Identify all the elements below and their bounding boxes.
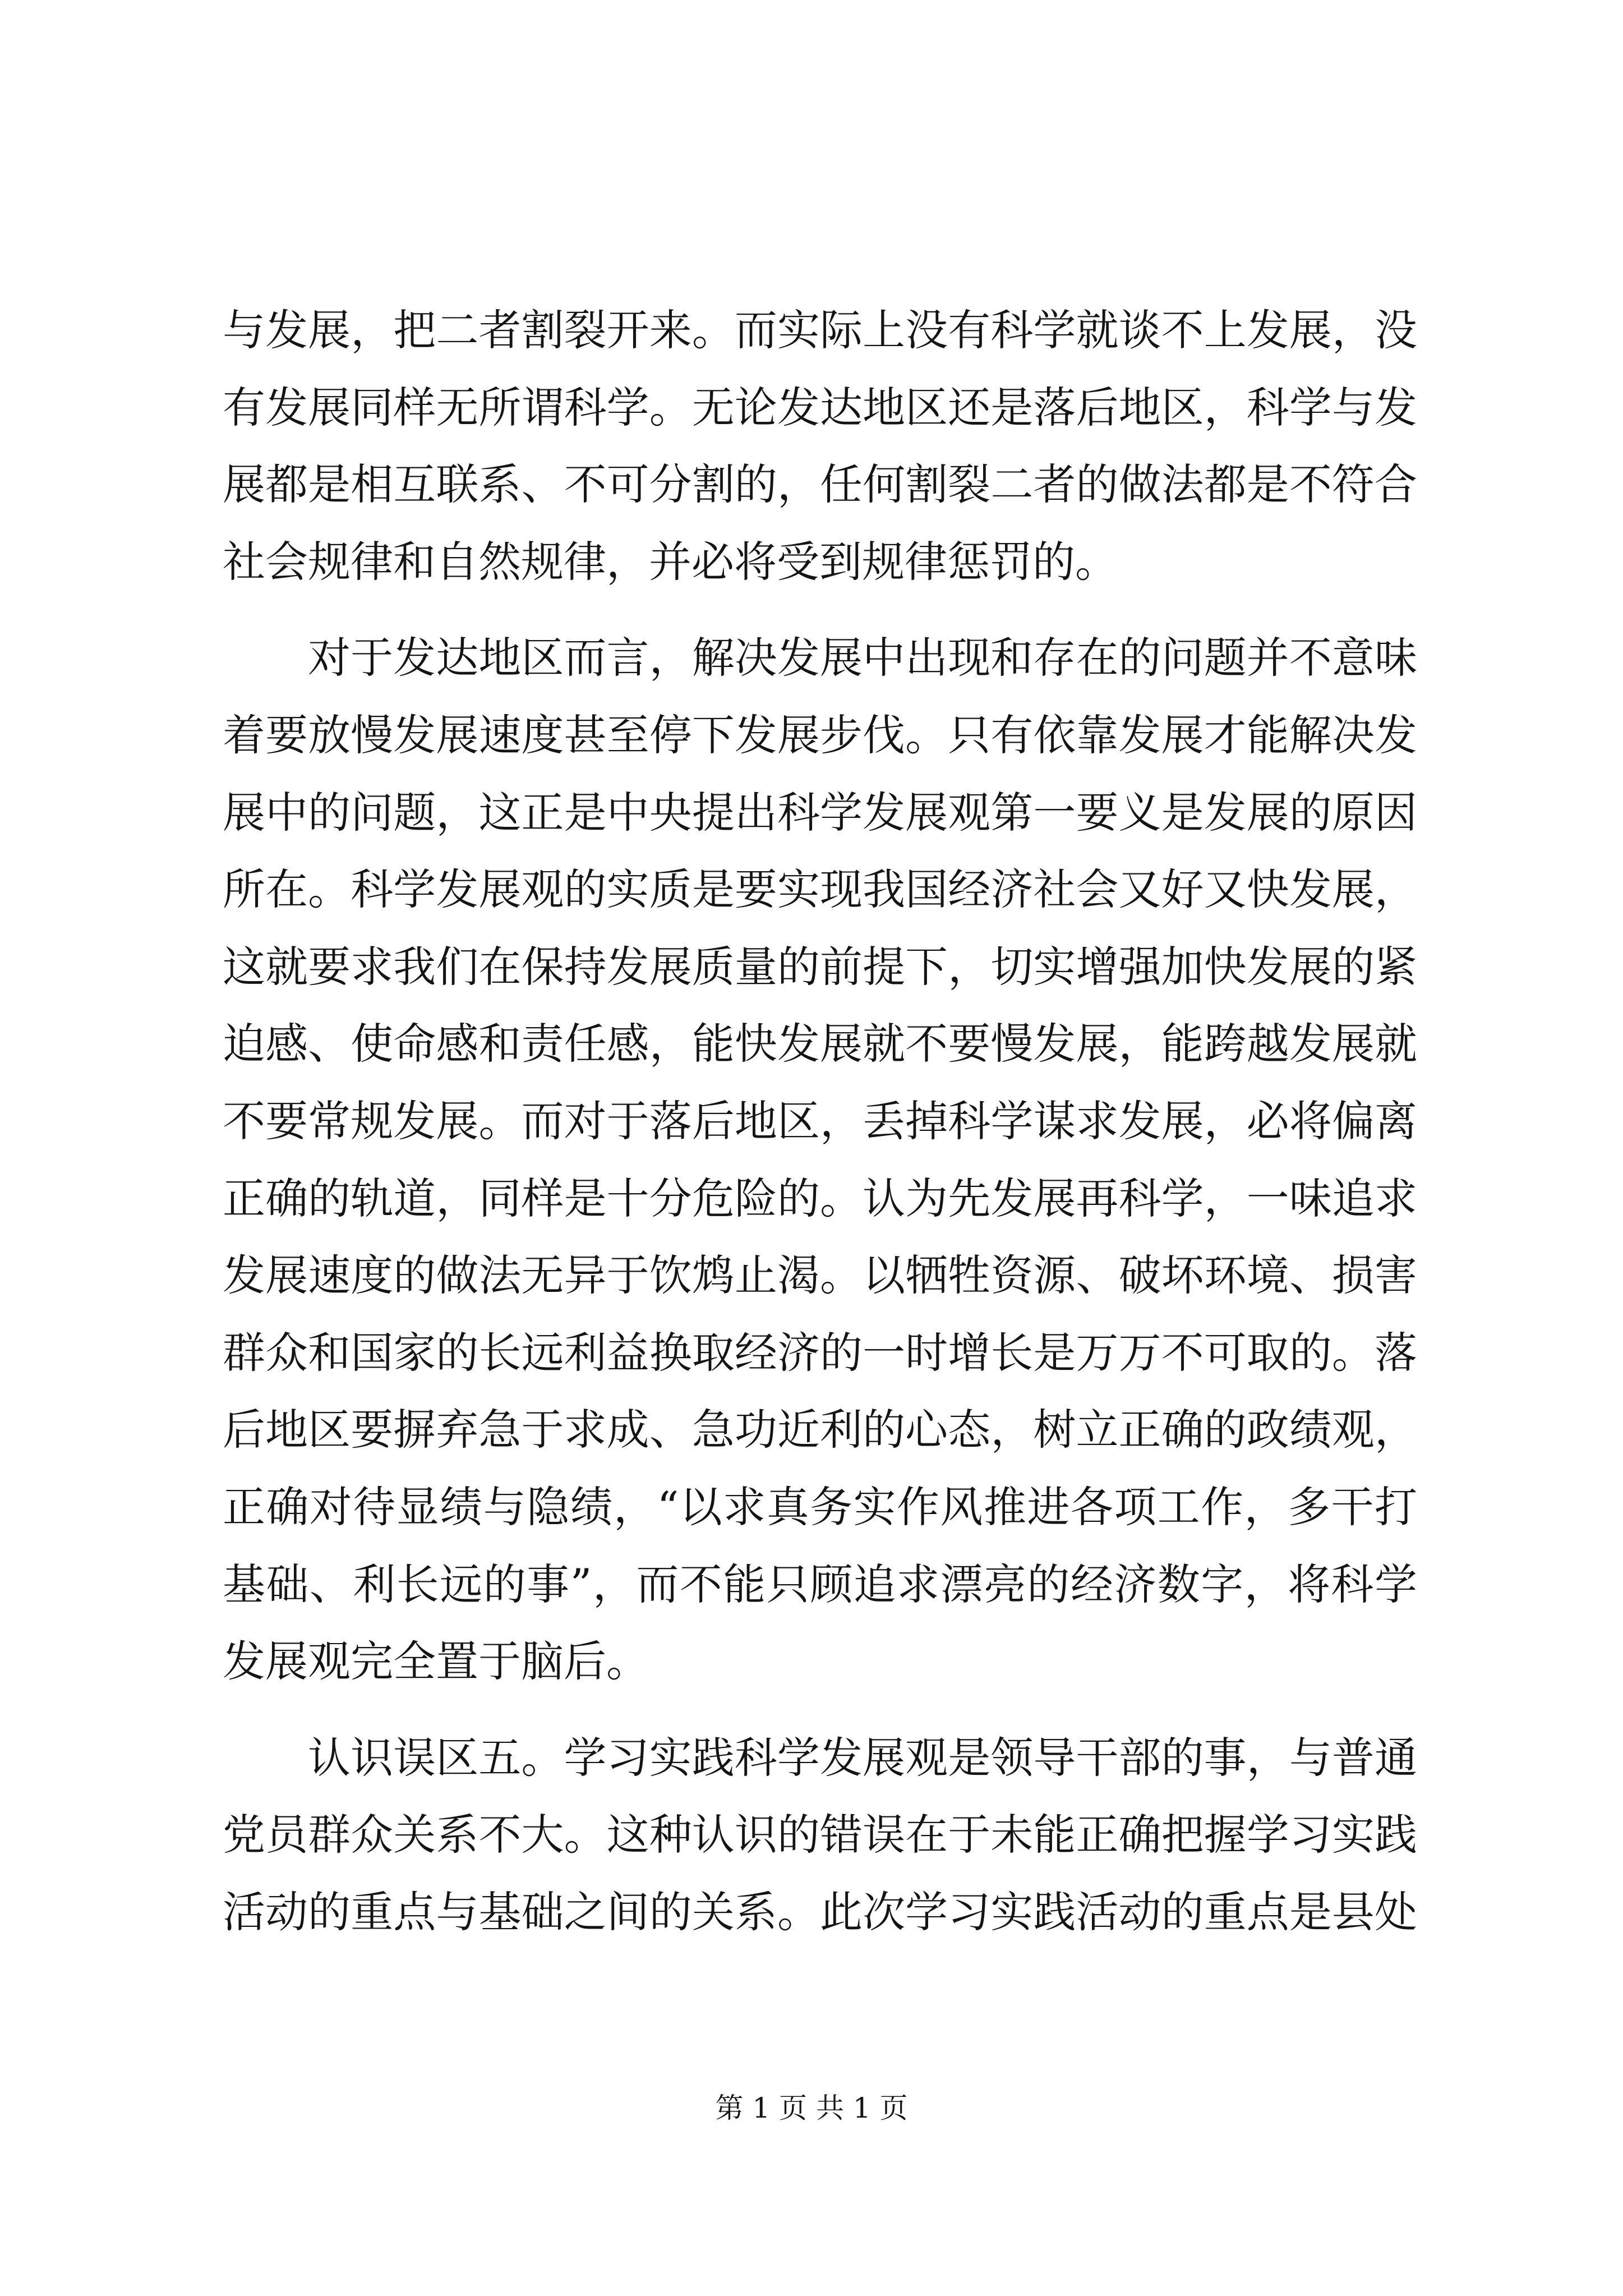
text-line: 正确的轨道，同样是十分危险的。认为先发展再科学，一味追求	[223, 1173, 1417, 1223]
page-footer: 第 1 页 共 1 页	[715, 2092, 908, 2124]
text-line: 群众和国家的长远利益换取经济的一时增长是万万不可取的。落	[223, 1327, 1417, 1378]
body-text	[223, 292, 1417, 1950]
text-line: 展都是相互联系、不可分割的，任何割裂二者的做法都是不符合	[223, 459, 1417, 510]
text-line: 后地区要摒弃急于求成、急功近利的心态，树立正确的政绩观，	[223, 1405, 1417, 1455]
text-line: 活动的重点与基础之间的关系。此次学习实践活动的重点是县处	[223, 1887, 1417, 1937]
paragraph	[223, 292, 1417, 600]
text-line: 展中的问题，这正是中央提出科学发展观第一要义是发展的原因	[223, 787, 1417, 838]
text-line: 发展观完全置于脑后。	[223, 1636, 649, 1687]
text-line: 正确对待显绩与隐绩，“以求真务实作风推进各项工作，多干打	[223, 1481, 1417, 1532]
text-line: 党员群众关系不大。这种认识的错误在于未能正确把握学习实践	[223, 1810, 1417, 1860]
text-line: 发展速度的做法无异于饮鸩止渴。以牺牲资源、破坏环境、损害	[223, 1250, 1417, 1301]
text-line: 这就要求我们在保持发展质量的前提下，切实增强加快发展的紧	[223, 941, 1417, 992]
text-line: 社会规律和自然规律，并必将受到规律惩罚的。	[223, 536, 1118, 587]
text-line: 基础、利长远的事”，而不能只顾追求漂亮的经济数字，将科学	[223, 1559, 1417, 1609]
text-line: 所在。科学发展观的实质是要实现我国经济社会又好又快发展，	[223, 864, 1417, 915]
text-line: 对于发达地区而言，解决发展中出现和存在的问题并不意味	[308, 633, 1417, 683]
text-line: 迫感、使命感和责任感，能快发展就不要慢发展，能跨越发展就	[223, 1019, 1417, 1069]
text-line: 认识误区五。学习实践科学发展观是领导干部的事，与普通	[308, 1732, 1417, 1783]
text-line: 不要常规发展。而对于落后地区，丢掉科学谋求发展，必将偏离	[223, 1096, 1417, 1146]
text-line: 与发展，把二者割裂开来。而实际上没有科学就谈不上发展，没	[223, 305, 1417, 355]
paragraph	[223, 1719, 1417, 1951]
text-line: 有发展同样无所谓科学。无论发达地区还是落后地区，科学与发	[223, 382, 1417, 432]
text-line: 着要放慢发展速度甚至停下发展步伐。只有依靠发展才能解决发	[223, 710, 1417, 760]
paragraph	[223, 619, 1417, 1700]
